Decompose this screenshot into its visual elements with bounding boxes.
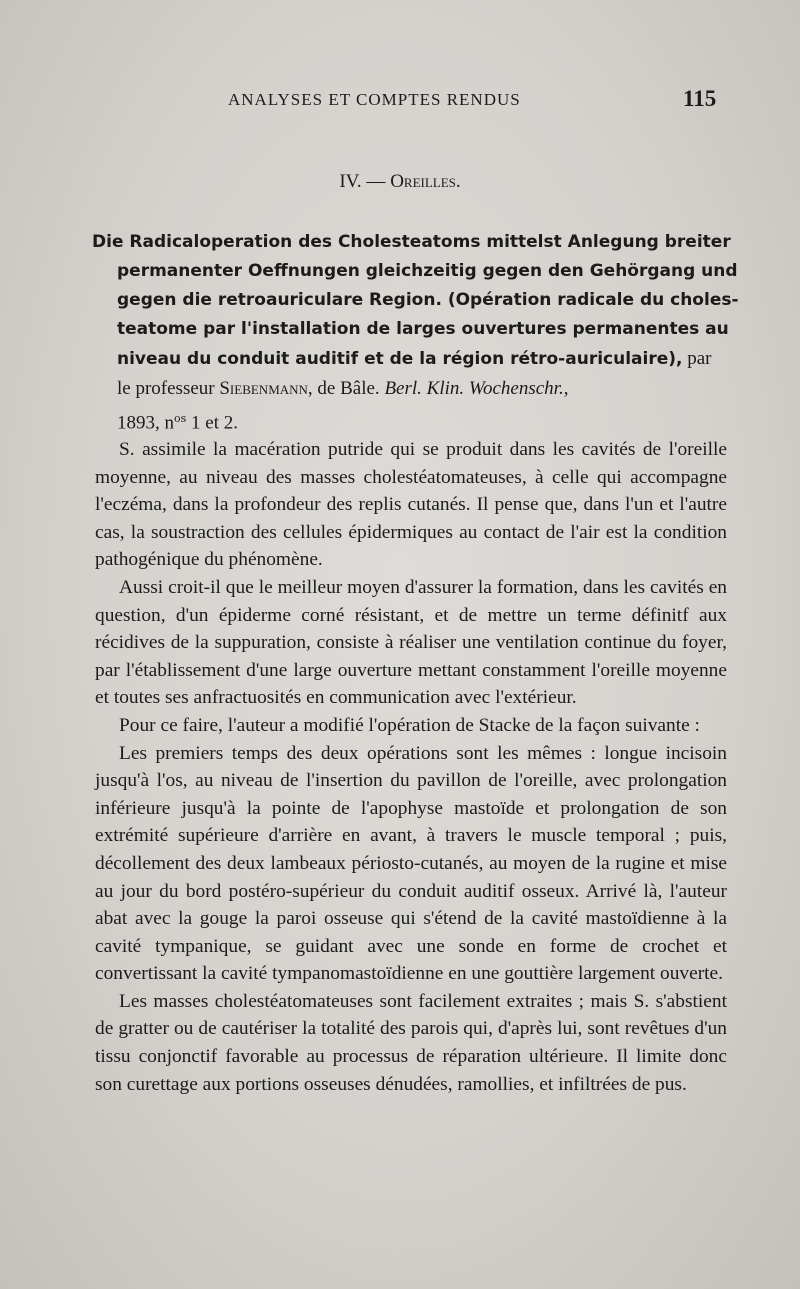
reference-journal: Berl. Klin. Wochenschr. (384, 378, 564, 399)
reference-title-line: permanenter Oeffnungen gleichzeitig gegen den Gehörgang und (117, 261, 738, 281)
section-heading (0, 171, 800, 193)
reference-year-line: 1893, $n^{os}$ 1 et 2. (117, 412, 238, 434)
reference-author-line: le professeur Siebenmann, de Bâle. Berl. Klin. Wochenschr., (117, 378, 569, 399)
reference-author: Siebenmann (219, 378, 308, 399)
page-number: 115 (683, 86, 717, 111)
reference-title-line: gegen die retroauriculare Region. (Opération radicale du choles- (117, 290, 739, 310)
reference-title-line: niveau du conduit auditif et de la région rétro-auriculaire), par (117, 348, 712, 369)
paragraph: Aussi croit-il que le meilleur moyen d'assurer la formation, dans les cavités en question, d'un épiderme corné résistant, et de mettre un terme définitf aux récidives de la suppuration, consiste à réaliser une ventilation continue du foyer, par l'établissement d'une large ouverture mettant constamment l'oreille moyenne et toutes ses anfractuosités en communication avec l'extérieur. (95, 576, 727, 709)
section-title: Oreilles. (390, 171, 461, 192)
running-head (0, 86, 800, 116)
paragraph: Les masses cholestéatomateuses sont facilement extraites ; mais S. s'abstient de gratter ou de cautériser la totalité des parois qui, d'après lui, sont revêtues d'un tissu conjonctif favorable au processus de réparation ultérieure. Il limite donc son curettage aux portions osseuses dénudées, ramollies, et infiltrées de pus. (95, 990, 727, 1095)
section-number: IV. — (339, 171, 391, 192)
bibliographic-reference (92, 228, 739, 439)
paragraph: Pour ce faire, l'auteur a modifié l'opération de Stacke de la façon suivante : (119, 714, 700, 736)
paragraph: S. assimile la macération putride qui se produit dans les cavités de l'oreille moyenne, au niveau des masses cholestéatomateuses, à celle qui accompagne l'eczéma, dans la profondeur des replis cutanés. Il pense que, dans l'un et l'autre cas, la soustraction des cellules épidermiques au contact de l'air est la condition pathogénique du phénomène. (95, 439, 727, 571)
paragraph: Les premiers temps des deux opérations sont les mêmes : longue incisoin jusqu'à l'os, au niveau de l'insertion du pavillon de l'oreille, avec prolongation inférieure jusqu'à la pointe de l'apophyse mastoïde et prolongation de son extrémité supérieure d'arrière en avant, à travers le muscle temporal ; puis, décollement des deux lambeaux périosto-cutanés, au moyen de la rugine et mise au jour du bord postéro-supérieur du conduit auditif osseux. Arrivé là, l'auteur abat avec la gouge la paroi osseuse qui s'étend de la cavité mastoïdienne à la cavité tympanique, se guidant avec une sonde en forme de crochet et convertissant la cavité tympanomastoïdienne en une gouttière largement ouverte. (95, 742, 727, 985)
reference-title-line: Die Radicaloperation des Cholesteatoms mittelst Anlegung breiter (92, 232, 731, 252)
running-title: ANALYSES ET COMPTES RENDUS (228, 90, 521, 109)
reference-title-line: teatome par l'installation de larges ouvertures permanentes au (117, 319, 729, 339)
body-text (95, 436, 727, 1098)
